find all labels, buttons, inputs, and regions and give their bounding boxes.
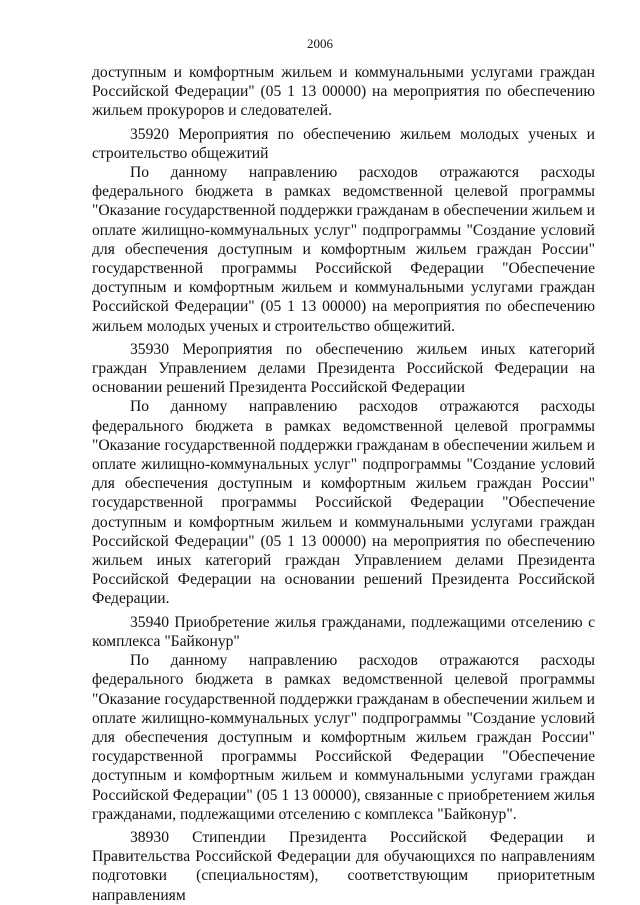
paragraph-35930-body: По данному направлению расходов отражаются расходы федерального бюджета в рамках ведомственной целевой программы "Оказание государственной поддержки гражданам в обеспечении жильем и оплате жилищно-коммунальных услуг" подпрограммы "Создание условий для обеспечения доступным и комфортным жильем граждан России" государственной программы Российской Федерации "Обеспечение доступным и комфортным жильем и коммунальными услугами граждан Российской Федерации" (05 1 13 00000) на мероприятия по обеспечению жильем иных категорий граждан Управлением делами Президента Российской Федерации на основании решений Президента Российской Федерации. xyxy=(92,398,595,608)
page-number: 2006 xyxy=(307,36,333,51)
paragraph-35940-body: По данному направлению расходов отражаются расходы федерального бюджета в рамках ведомственной целевой программы "Оказание государственной поддержки гражданам в обеспечении жильем и оплате жилищно-коммунальных услуг" подпрограммы "Создание условий для обеспечения доступным и комфортным жильем граждан России" государственной программы Российской Федерации "Обеспечение доступным и комфортным жильем и коммунальными услугами граждан Российской Федерации" (05 1 13 00000), связанные с приобретением жилья гражданами, подлежащими отселению с комплекса "Байконур". xyxy=(92,652,595,823)
section-heading-35920: 35920 Мероприятия по обеспечению жильем молодых ученых и строительство общежитий xyxy=(92,125,595,162)
paragraph-35920-body: По данному направлению расходов отражаются расходы федерального бюджета в рамках ведомственной целевой программы "Оказание государственной поддержки гражданам в обеспечении жильем и оплате жилищно-коммунальных услуг" подпрограммы "Создание условий для обеспечения доступным и комфортным жильем граждан России" государственной программы Российской Федерации "Обеспечение доступным и комфортным жильем и коммунальными услугами граждан Российской Федерации" (05 1 13 00000) на мероприятия по обеспечению жильем молодых ученых и строительство общежитий. xyxy=(92,164,595,335)
section-heading-38930: 38930 Стипендии Президента Российской Федерации и Правительства Российской Федерации для обучающихся по направлениям подготовки (специальностям), соответствующим приоритетным направлениям xyxy=(92,828,595,904)
paragraph-continuation: доступным и комфортным жильем и коммунальными услугами граждан Российской Федерации" (05 1 13 00000) на мероприятия по обеспечению жильем прокуроров и следователей. xyxy=(92,64,595,120)
section-heading-35940: 35940 Приобретение жилья гражданами, подлежащими отселению с комплекса "Байконур" xyxy=(92,613,595,650)
section-heading-35930: 35930 Мероприятия по обеспечению жильем иных категорий граждан Управлением делами Президента Российской Федерации на основании решений Президента Российской Федерации xyxy=(92,340,595,397)
document-body xyxy=(92,63,595,905)
